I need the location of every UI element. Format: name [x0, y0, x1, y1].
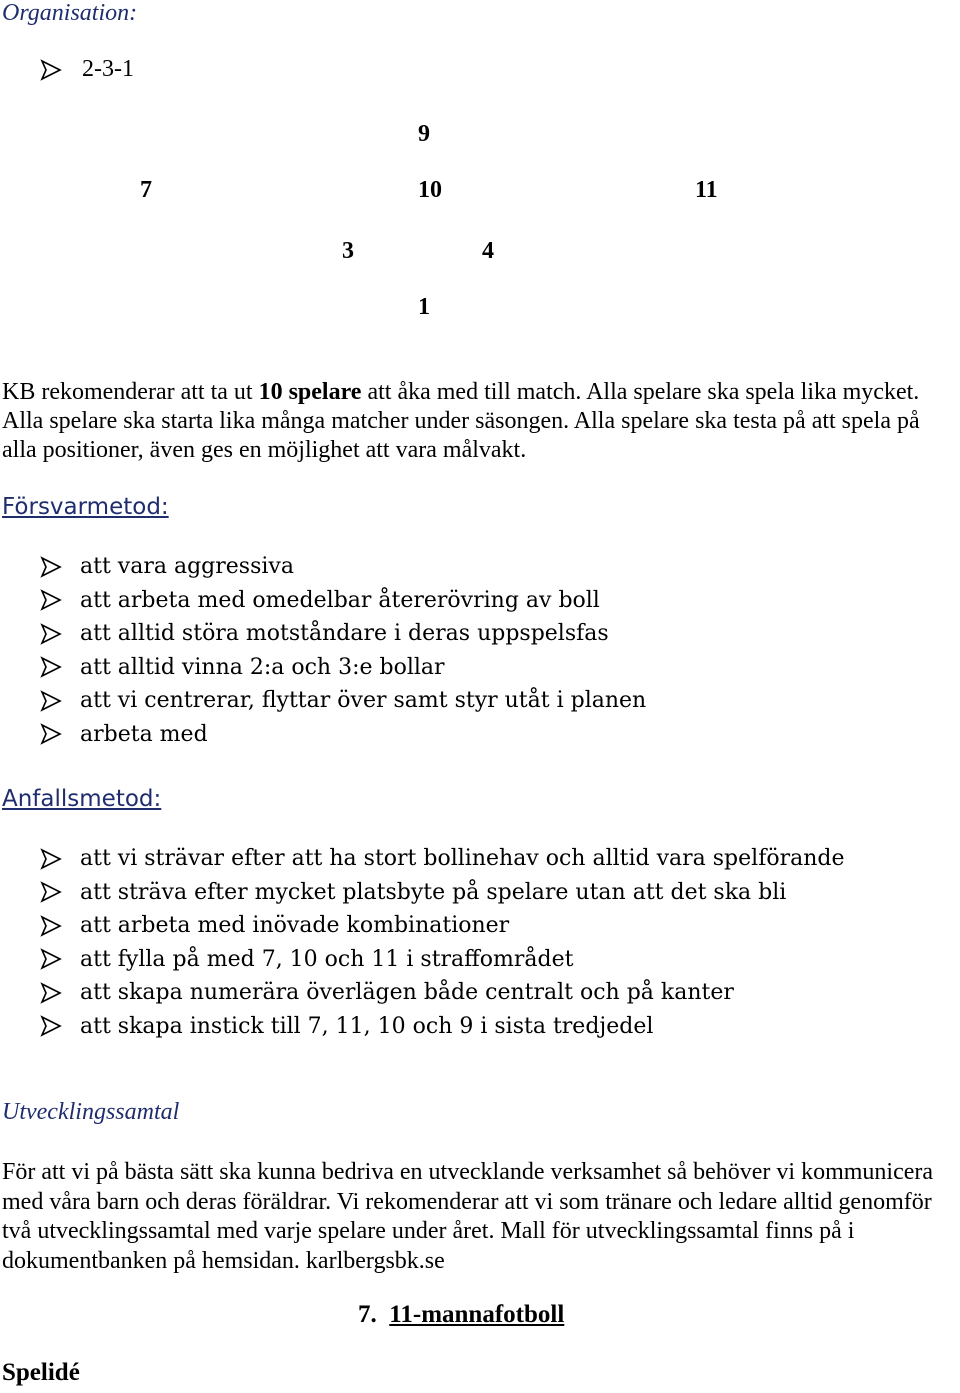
list-item — [40, 943, 845, 977]
list-item — [40, 684, 646, 718]
list-item-text: att sträva efter mycket platsbyte på spelare utan att det ska bli — [80, 879, 787, 905]
arrow-bullet-icon — [40, 1015, 62, 1037]
arrow-bullet-icon — [40, 59, 62, 81]
chapter-heading — [358, 1301, 564, 1329]
organisation-heading: Organisation: — [2, 0, 138, 26]
arrow-bullet-icon — [40, 948, 62, 970]
attack-list — [40, 842, 845, 1043]
arrow-bullet-icon — [40, 915, 62, 937]
list-item-text: att skapa numerära överlägen både centralt och på kanter — [80, 980, 734, 1006]
list-item — [40, 876, 845, 910]
arrow-bullet-icon — [40, 690, 62, 712]
list-item-text: arbeta med — [80, 721, 208, 747]
list-item — [40, 584, 646, 618]
arrow-bullet-icon — [40, 656, 62, 678]
list-item-text: att alltid vinna 2:a och 3:e bollar — [80, 654, 445, 680]
intro-text-2: att åka med till match. Alla spelare ska spela lika mycket. Alla spelare ska starta lika många matcher under säsongen. Alla spelare ska testa på att spela på alla positioner, även ges en möjlighet att vara målvakt. — [2, 379, 920, 463]
list-item — [40, 909, 845, 943]
intro-bold: 10 spelare — [258, 379, 362, 405]
list-item — [40, 976, 845, 1010]
arrow-bullet-icon — [40, 881, 62, 903]
intro-text-1: KB rekomenderar att ta ut — [2, 379, 259, 405]
list-item-text: att fylla på med 7, 10 och 11 i straffområdet — [80, 946, 574, 972]
list-item — [40, 651, 646, 685]
arrow-bullet-icon — [40, 982, 62, 1004]
chapter-title: 11-mannafotboll — [389, 1301, 565, 1328]
development-paragraph: För att vi på bästa sätt ska kunna bedriva en utvecklande verksamhet så behöver vi kommunicera med våra barn och deras föräldrar. Vi rekomenderar att vi som tränare och ledare alltid genomför två utvecklingssamtal med varje spelare under året. Mall för utvecklingssamtal finns på i dokumentbanken på hemsidan. karlbergsbk.se — [2, 1159, 934, 1274]
position-11: 11 — [695, 177, 718, 203]
list-item — [40, 550, 646, 584]
arrow-bullet-icon — [40, 848, 62, 870]
position-10: 10 — [418, 177, 442, 203]
list-item-text: att vi centrerar, flyttar över samt styr utåt i planen — [80, 688, 647, 714]
formation-label: 2-3-1 — [82, 56, 134, 82]
list-item — [40, 842, 845, 876]
position-4: 4 — [482, 238, 494, 264]
list-item-text: att arbeta med inövade kombinationer — [80, 913, 510, 939]
defense-list — [40, 550, 646, 751]
list-item — [40, 617, 646, 651]
development-heading: Utvecklingssamtal — [2, 1099, 180, 1125]
position-7: 7 — [140, 177, 152, 203]
position-3: 3 — [342, 238, 354, 264]
position-1: 1 — [418, 294, 430, 320]
defense-heading: Försvarmetod: — [2, 494, 169, 520]
spelide-heading: Spelidé — [2, 1359, 80, 1386]
list-item-text: att alltid störa motståndare i deras uppspelsfas — [80, 621, 609, 647]
list-item-text: att vara aggressiva — [80, 554, 294, 580]
formation-item — [40, 56, 134, 83]
arrow-bullet-icon — [40, 556, 62, 578]
list-item — [40, 1010, 845, 1044]
list-item-text: att skapa instick till 7, 11, 10 och 9 i sista tredjedel — [80, 1013, 654, 1039]
list-item-text: att vi strävar efter att ha stort bollinehav och alltid vara spelförande — [80, 846, 845, 872]
arrow-bullet-icon — [40, 623, 62, 645]
position-9: 9 — [418, 121, 430, 147]
list-item — [40, 718, 646, 752]
intro-paragraph — [2, 378, 957, 465]
list-item-text: att arbeta med omedelbar återerövring av boll — [80, 587, 600, 613]
arrow-bullet-icon — [40, 723, 62, 745]
chapter-number: 7. — [358, 1301, 377, 1328]
attack-heading: Anfallsmetod: — [2, 786, 162, 812]
arrow-bullet-icon — [40, 589, 62, 611]
